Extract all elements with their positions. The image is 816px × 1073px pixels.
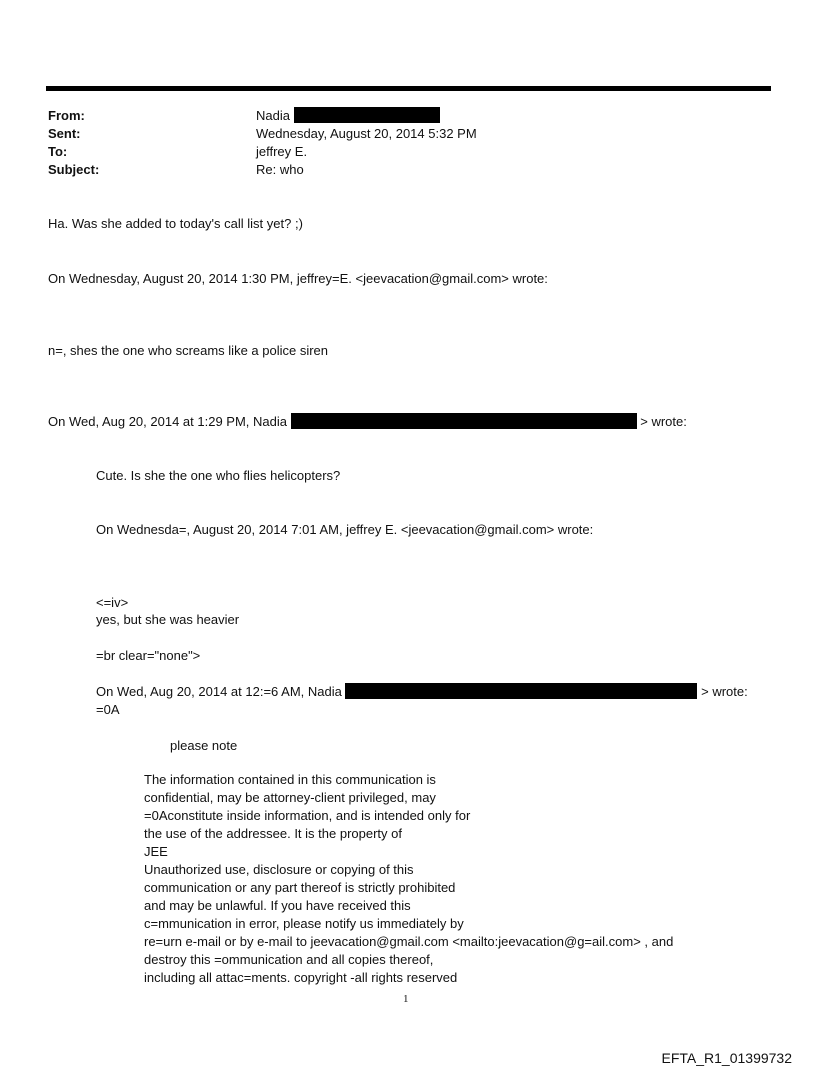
disclaimer-line: JEE [144, 844, 168, 859]
sent-value: Wednesday, August 20, 2014 5:32 PM [256, 126, 477, 141]
redaction-block [291, 413, 637, 429]
line-10-prefix: On Wed, Aug 20, 2014 at 12:=6 AM, Nadia [96, 684, 342, 699]
body-line-7: <=iv> [96, 595, 129, 610]
disclaimer-line: the use of the addressee. It is the property of [144, 826, 402, 841]
page-number: 1 [403, 993, 409, 1005]
subject-label: Subject: [48, 162, 100, 177]
body-line-8: yes, but she was heavier [96, 612, 240, 627]
from-value [256, 107, 440, 125]
disclaimer-line: communication or any part thereof is strictly prohibited [144, 880, 456, 895]
disclaimer-line: destroy this =ommunication and all copies thereof, [144, 952, 434, 967]
disclaimer-line: confidential, may be attorney-client privileged, may [144, 790, 436, 805]
body-line-3: n=, shes the one who screams like a police siren [48, 343, 329, 358]
body-line-2: On Wednesday, August 20, 2014 1:30 PM, jeffrey=E. <jeevacation@gmail.com> wrote: [48, 271, 548, 286]
disclaimer-line: including all attac=ments. copyright -all rights reserved [144, 970, 458, 985]
disclaimer-line: and may be unlawful. If you have received this [144, 898, 411, 913]
line-10-suffix: > wrote: [701, 684, 748, 699]
line-4-suffix: > wrote: [640, 414, 687, 429]
header-rule [46, 86, 771, 91]
from-name: Nadia [256, 108, 290, 123]
subject-value: Re: who [256, 162, 304, 177]
body-line-4 [48, 413, 687, 431]
body-line-11: =0A [96, 702, 120, 717]
body-line-12: please note [170, 738, 238, 753]
body-line-6: On Wednesda=, August 20, 2014 7:01 AM, jeffrey E. <jeevacation@gmail.com> wrote: [96, 522, 594, 537]
disclaimer-line: =0Aconstitute inside information, and is intended only for [144, 808, 471, 823]
body-line-10 [96, 683, 748, 701]
body-line-5: Cute. Is she the one who flies helicopters? [96, 468, 341, 483]
disclaimer-line: Unauthorized use, disclosure or copying of this [144, 862, 414, 877]
body-line-1: Ha. Was she added to today's call list yet? ;) [48, 216, 303, 231]
disclaimer-line: re=urn e-mail or by e-mail to jeevacation@gmail.com <mailto:jeevacation@g=ail.com> , and [144, 934, 674, 949]
disclaimer-line: c=mmunication in error, please notify us immediately by [144, 916, 464, 931]
to-value: jeffrey E. [256, 144, 308, 159]
from-label: From: [48, 108, 85, 123]
line-4-prefix: On Wed, Aug 20, 2014 at 1:29 PM, Nadia [48, 414, 287, 429]
disclaimer-line: The information contained in this communication is [144, 772, 436, 787]
to-label: To: [48, 144, 68, 159]
redaction-block [294, 107, 440, 123]
redaction-block [345, 683, 697, 699]
document-id-footer: EFTA_R1_01399732 [661, 1050, 792, 1066]
sent-label: Sent: [48, 126, 81, 141]
body-line-9: =br clear="none"> [96, 648, 201, 663]
